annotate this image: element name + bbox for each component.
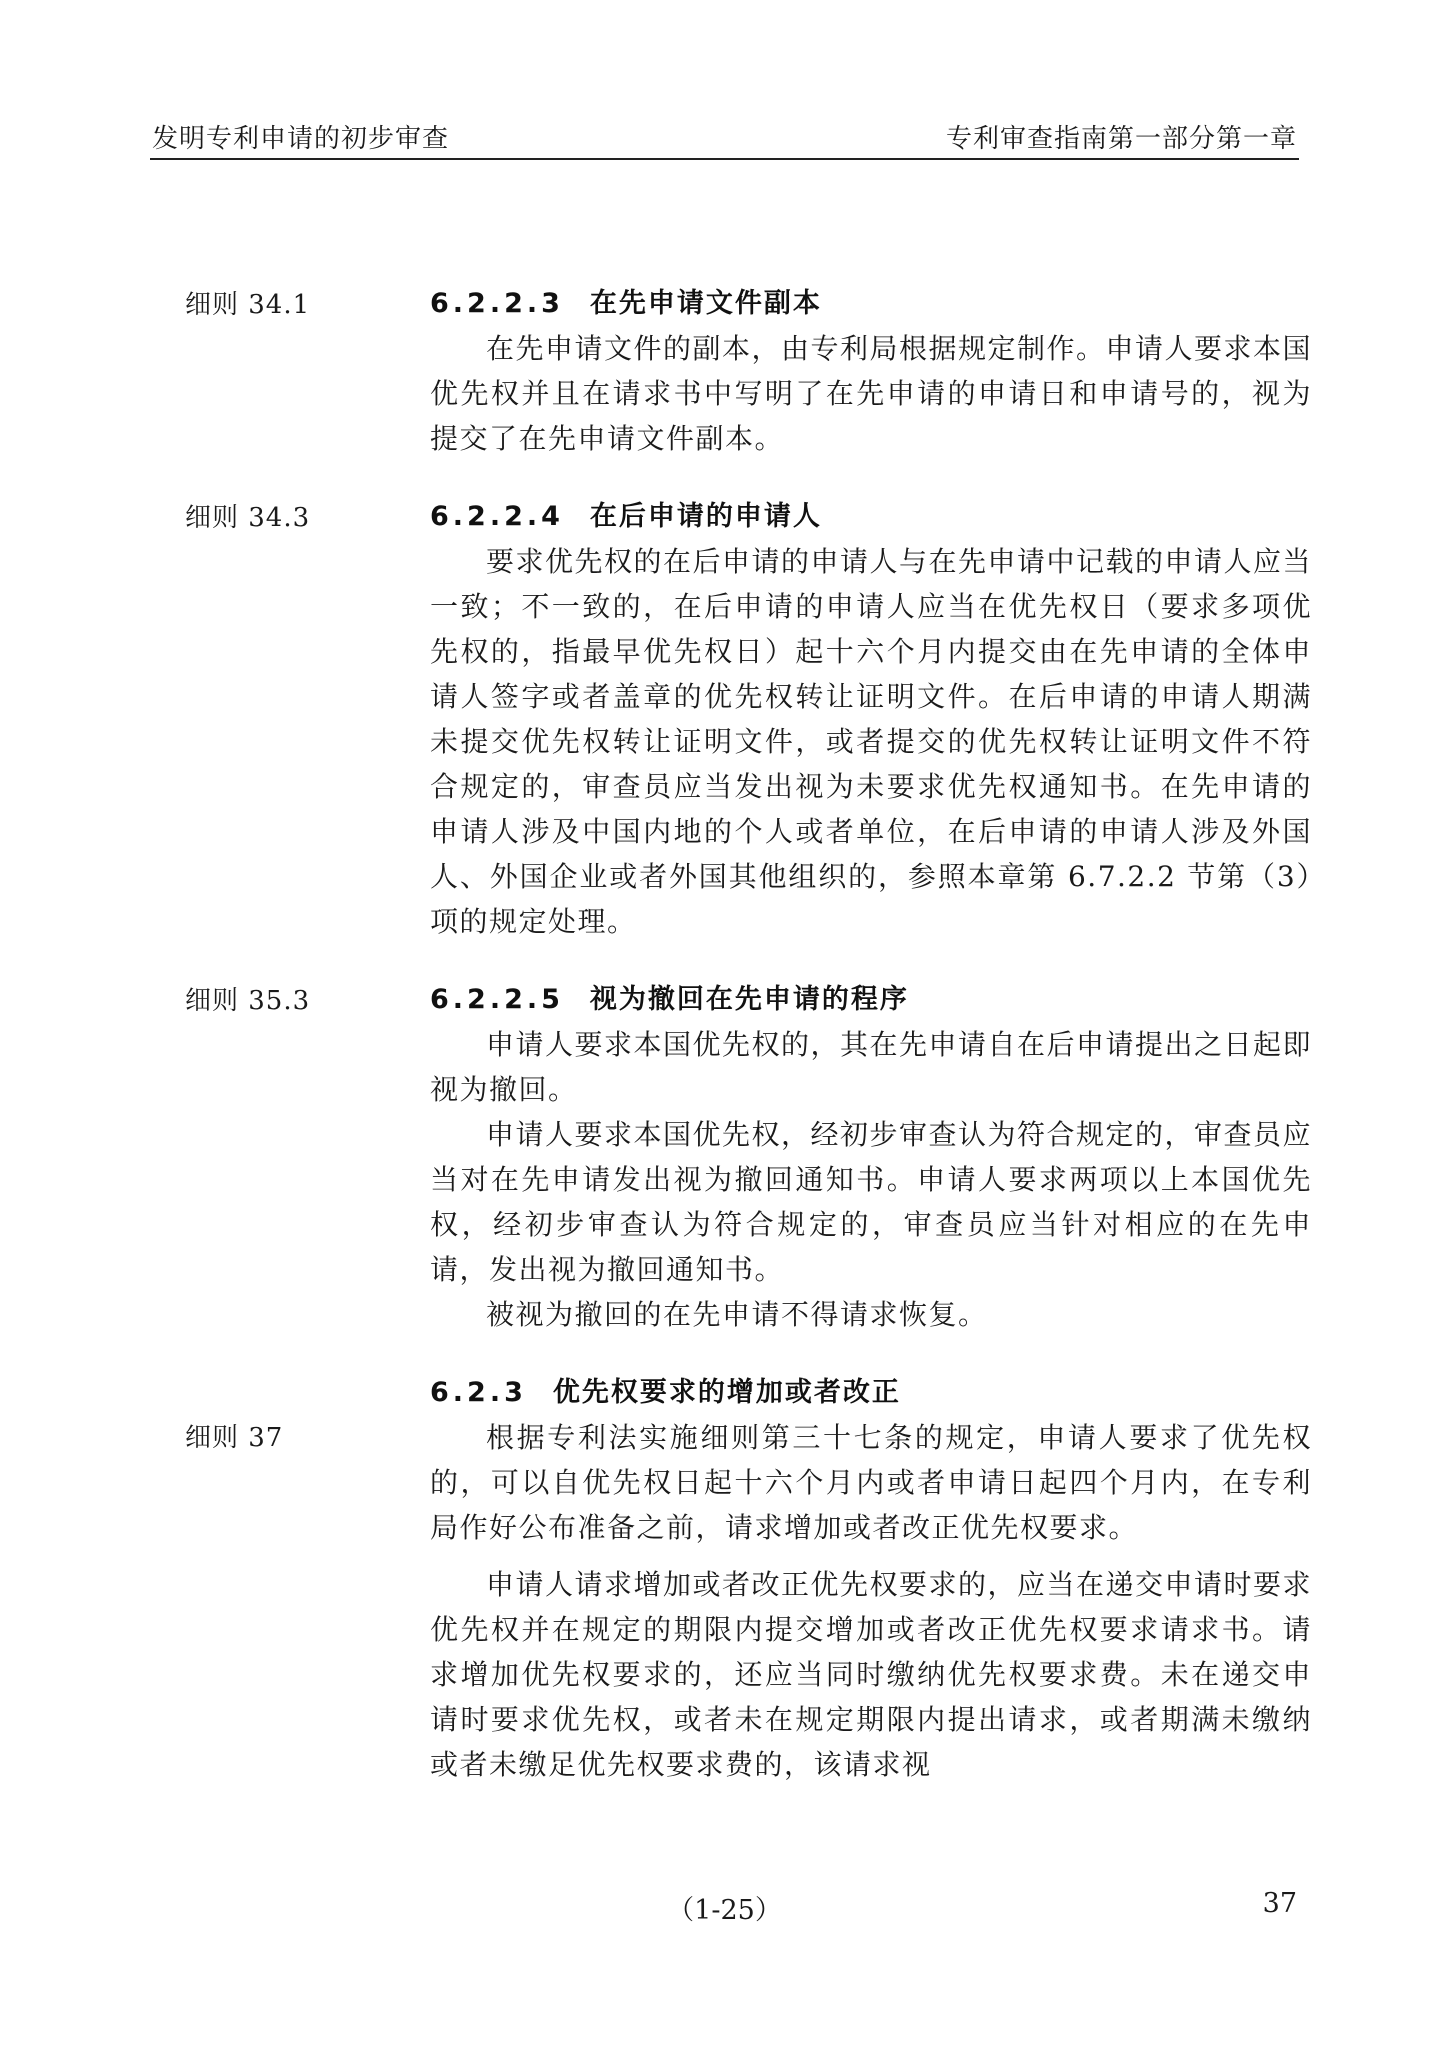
rule-ref: 细则 34.1 [185, 290, 311, 320]
section-number: 6.2.2.4 [430, 501, 564, 532]
rule-ref: 细则 35.3 [185, 986, 311, 1016]
section-heading [430, 978, 1312, 1022]
paragraph: 申请人要求本国优先权，经初步审查认为符合规定的，审查员应当对在先申请发出视为撤回通知书。申请人要求两项以上本国优先权，经初步审查认为符合规定的，审查员应当针对相应的在先申请，发出视为撤回通知书。 [430, 1118, 1313, 1286]
header-rule [150, 158, 1299, 160]
section-6-2-2-5 [185, 978, 1313, 1337]
section-number: 6.2.2.3 [430, 288, 564, 319]
page-number: 37 [1262, 1888, 1297, 1919]
rule-ref: 细则 34.3 [185, 503, 311, 533]
section-heading [430, 1371, 1312, 1415]
paragraph: 要求优先权的在后申请的申请人与在先申请中记载的申请人应当一致；不一致的，在后申请的申请人应当在优先权日（要求多项优先权的，指最早优先权日）起十六个月内提交由在先申请的全体申请人签字或者盖章的优先权转让证明文件。在后申请的申请人期满未提交优先权转让证明文件，或者提交的优先权转让证明文件不符合规定的，审查员应当发出视为未要求优先权通知书。在先申请的申请人涉及中国内地的个人或者单位，在后申请的申请人涉及外国人、外国企业或者外国其他组织的，参照本章第 6.7.2.2 节第（3）项的规定处理。 [430, 545, 1313, 938]
running-header-right: 专利审查指南第一部分第一章 [945, 124, 1297, 154]
section-title: 在先申请文件副本 [589, 288, 822, 319]
rule-ref: 细则 37 [185, 1423, 284, 1453]
section-6-2-2-3 [185, 282, 1313, 461]
paragraph: 被视为撤回的在先申请不得请求恢复。 [486, 1298, 988, 1331]
section-heading [430, 495, 1312, 539]
paragraph: 在先申请文件的副本，由专利局根据规定制作。申请人要求本国优先权并且在请求书中写明了在先申请的申请日和申请号的，视为提交了在先申请文件副本。 [430, 332, 1313, 455]
main-content [185, 282, 1313, 1787]
section-number: 6.2.3 [430, 1377, 527, 1408]
section-number: 6.2.2.5 [430, 984, 564, 1015]
section-6-2-3-body [185, 1415, 1313, 1787]
paragraph: 申请人要求本国优先权的，其在先申请自在后申请提出之日起即视为撤回。 [430, 1028, 1313, 1106]
section-title: 视为撤回在先申请的程序 [589, 984, 909, 1015]
section-6-2-3 [430, 1371, 1312, 1415]
paragraph: 根据专利法实施细则第三十七条的规定，申请人要求了优先权的，可以自优先权日起十六个月内或者申请日起四个月内，在专利局作好公布准备之前，请求增加或者改正优先权要求。 [430, 1421, 1312, 1544]
running-header-left: 发明专利申请的初步审查 [152, 124, 450, 154]
section-title: 优先权要求的增加或者改正 [552, 1377, 901, 1408]
section-title: 在后申请的申请人 [589, 501, 822, 532]
section-heading [430, 282, 1312, 326]
page-reference: （1-25） [667, 1895, 782, 1926]
section-6-2-2-4 [185, 495, 1313, 944]
paragraph: 申请人请求增加或者改正优先权要求的，应当在递交申请时要求优先权并在规定的期限内提交增加或者改正优先权要求请求书。请求增加优先权要求的，还应当同时缴纳优先权要求费。未在递交申请时要求优先权，或者未在规定期限内提出请求，或者期满未缴纳或者未缴足优先权要求费的，该请求视 [430, 1568, 1313, 1781]
